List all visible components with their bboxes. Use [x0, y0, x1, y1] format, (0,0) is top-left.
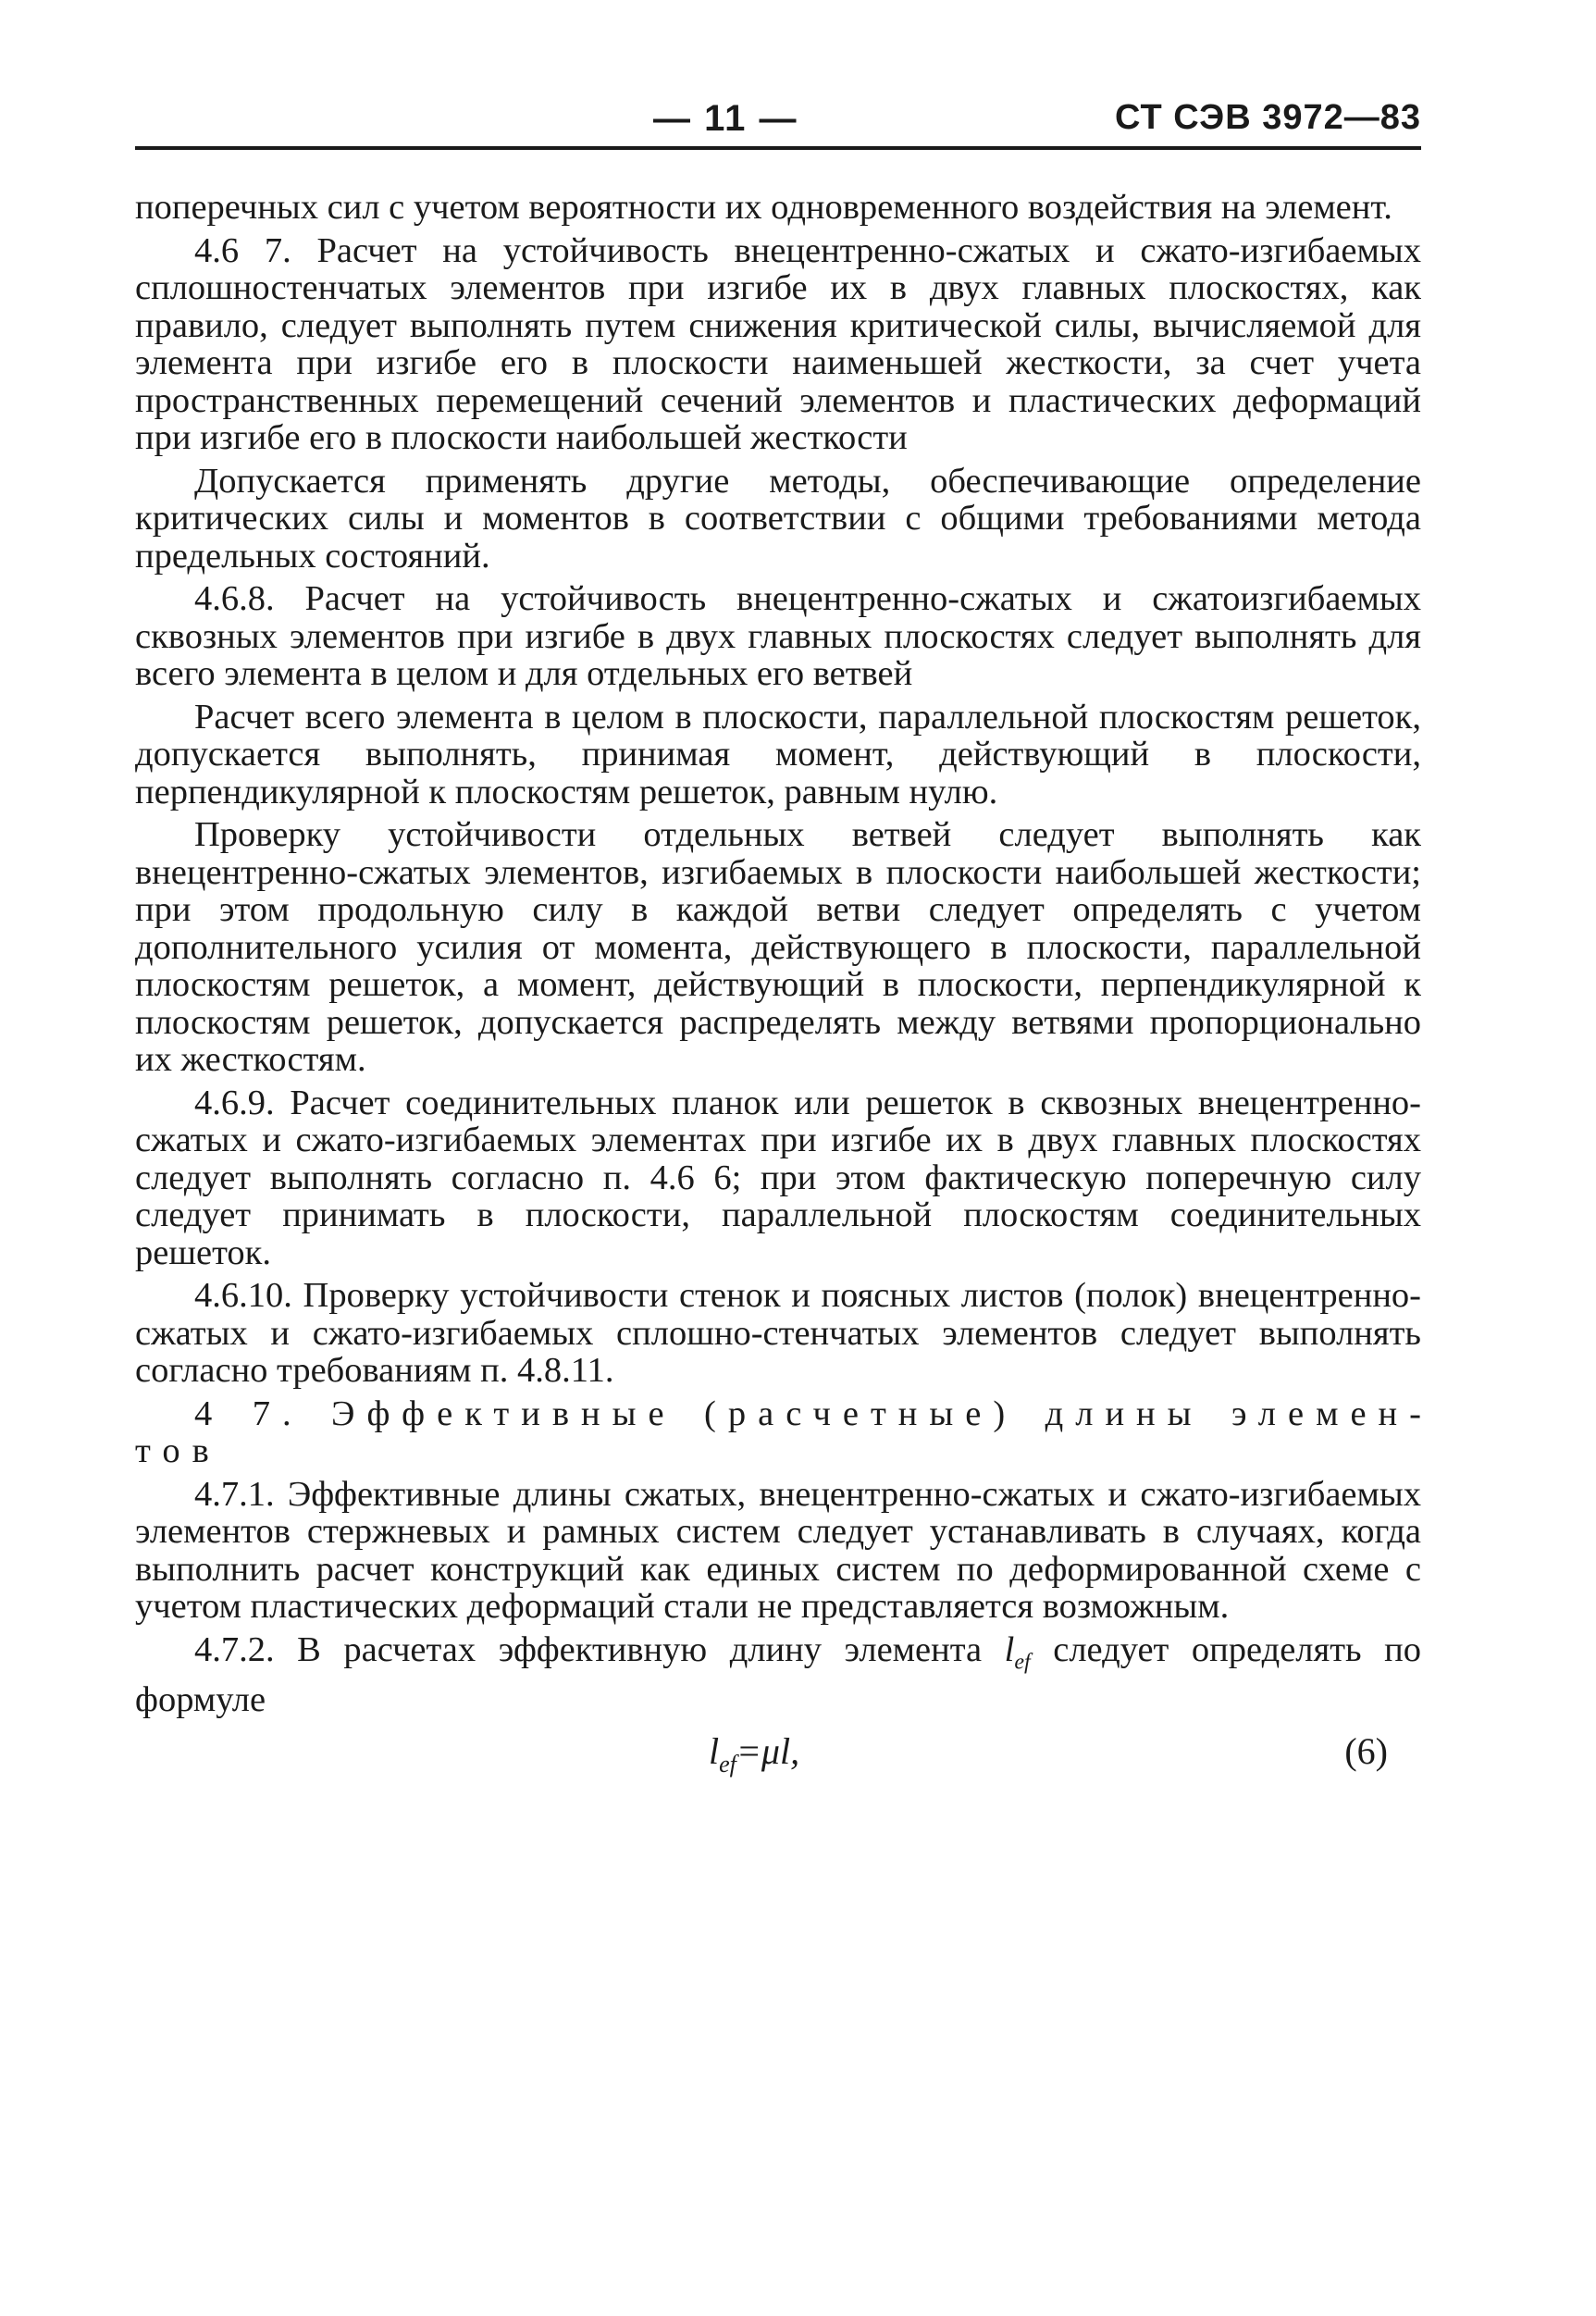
document-page — [135, 89, 1421, 1785]
section-heading-4-7: 4 7. Эффективные (расчетные) длины элементов — [135, 1393, 1421, 1470]
formula-line — [135, 1726, 1421, 1785]
paragraph-4-7-2-after: следует определять по формуле — [135, 1629, 1421, 1719]
standard-id: СТ СЭВ 3972—83 — [1114, 98, 1421, 137]
paragraph-4-6-7: 4.6 7. Расчет на устойчивость внецентренно-сжатых и сжато-изгибаемых сплошностенчатых элементов при изгибе их в двух главных плоскостях, как правило, следует выполнять путем снижения критической силы, вычисляемой для элемента при изгибе его в плоскости наименьшей жесткости, за счет учета пространственных перемещений сечений элементов и пластических деформаций при изгибе его в плоскости наибольшей жесткости — [135, 230, 1421, 457]
formula-6: $l_{ef}=\mu l$, — [709, 1730, 800, 1778]
page-header — [135, 89, 1421, 146]
body-text — [135, 189, 1421, 1718]
paragraph-4-6-8: 4.6.8. Расчет на устойчивость внецентренно-сжатых и сжатоизгибаемых сквозных элементов при изгибе в двух главных плоскостях следует выполнять для всего элемента в целом и для отдельных его ветвей — [135, 579, 1421, 693]
formula-number: (6) — [1344, 1730, 1388, 1773]
paragraph-whole-element: Расчет всего элемента в целом в плоскости, параллельной плоскостям решеток, допускается выполнять, принимая момент, действующий в плоскости, перпендикулярной к плоскостям решеток, равным нулю. — [135, 697, 1421, 811]
paragraph-continuation: поперечных сил с учетом вероятности их одновременного воздействия на элемент. — [135, 188, 1392, 227]
page-number: — 11 — — [653, 98, 798, 139]
paragraph-4-6-10: 4.6.10. Проверку устойчивости стенок и поясных листов (полок) внецентренно-сжатых и сжато-изгибаемых сплошно-стенчатых элементов следует выполнять согласно требованиям п. 4.8.11. — [135, 1276, 1421, 1390]
paragraph-4-6-9: 4.6.9. Расчет соединительных планок или решеток в сквозных внецентренно-сжатых и сжато-изгибаемых элементах при изгибе их в двух главных плоскостях следует выполнять согласно п. 4.6 6; при этом фактическую поперечную силу следует принимать в плоскости, параллельной плоскостям соединительных решеток. — [135, 1083, 1421, 1272]
paragraph-branch-check: Проверку устойчивости отдельных ветвей следует выполнять как внецентренно-сжатых элементов, изгибаемых в плоскости наибольшей жесткости; при этом продольную силу в каждой ветви следует определять с учетом дополнительного усилия от момента, действующего в плоскости, параллельной плоскостям решеток, а момент, действующий в плоскости, перпендикулярной к плоскостям решеток, допускается распределять между ветвями пропорционально их жесткостям. — [135, 815, 1421, 1079]
paragraph-alternative-methods: Допускается применять другие методы, обеспечивающие определение критических силы и моментов в соответствии с общими требованиями метода предельных состояний. — [135, 461, 1421, 576]
paragraph-4-7-2-before: 4.7.2. В расчетах эффективную длину элемента — [194, 1629, 1005, 1669]
paragraph-4-7-1: 4.7.1. Эффективные длины сжатых, внецентренно-сжатых и сжато-изгибаемых элементов стержневых и рамных систем следует устанавливать в случаях, когда выполнить расчет конструкций как единых систем по деформированной схеме с учетом пластических деформаций стали не представляется возможным. — [135, 1474, 1421, 1626]
header-rule — [135, 146, 1421, 150]
symbol-l-ef: $l_{ef}$ — [1004, 1629, 1031, 1675]
paragraph-4-7-2 — [135, 1631, 1421, 1719]
